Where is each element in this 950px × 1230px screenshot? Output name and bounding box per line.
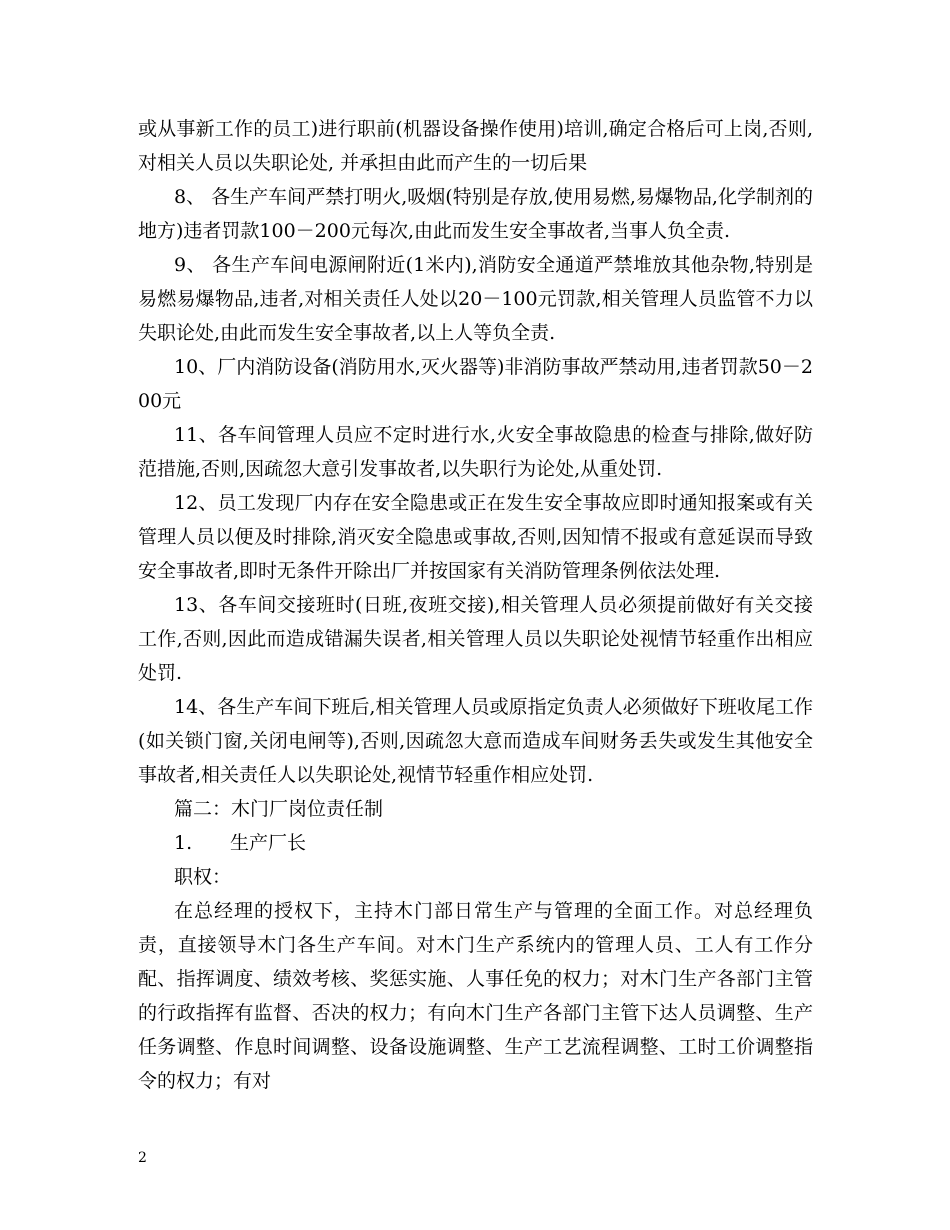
page-number: 2 [138, 1150, 147, 1166]
document-body [138, 112, 813, 1098]
paragraph-rule-11: 11、各车间管理人员应不定时进行水,火安全事故隐患的检查与排除,做好防范措施,否则,因疏忽大意引发事故者,以失职行为论处,从重处罚. [138, 424, 813, 480]
paragraph-continuation: 或从事新工作的员工)进行职前(机器设备操作使用)培训,确定合格后可上岗,否则,对相关人员以失职论处, 并承担由此而产生的一切后果 [138, 118, 813, 174]
powers-paragraph: 在总经理的授权下，主持木门部日常生产与管理的全面工作。对总经理负责，直接领导木门各生产车间。对木门生产系统内的管理人员、工人有工作分配、指挥调度、绩效考核、奖惩实施、人事任免的权力；对木门生产各部门主管的行政指挥有监督、否决的权力；有向木门生产各部门主管下达人员调整、生产任务调整、作息时间调整、设备设施调整、生产工艺流程调整、工时工价调整指令的权力；有对 [138, 900, 813, 1092]
paragraph-rule-13: 13、各车间交接班时(日班,夜班交接),相关管理人员必须提前做好有关交接工作,否则,因此而造成错漏失误者,相关管理人员以失职论处视情节轻重作出相应处罚. [138, 594, 813, 684]
section-title: 篇二：木门厂岗位责任制 [174, 798, 384, 820]
numbered-item-1 [138, 826, 813, 860]
item-label: 生产厂长 [230, 832, 307, 854]
item-number: 1. [174, 832, 193, 854]
paragraph-rule-14: 14、各生产车间下班后,相关管理人员或原指定负责人必须做好下班收尾工作(如关锁门窗,关闭电闸等),否则,因疏忽大意而造成车间财务丢失或发生其他安全事故者,相关责任人以失职论处,视情节轻重作相应处罚. [138, 696, 813, 786]
paragraph-rule-10: 10、厂内消防设备(消防用水,灭火器等)非消防事故严禁动用,违者罚款50－200元 [138, 356, 813, 412]
paragraph-rule-9: 9、 各生产车间电源闸附近(1米内),消防安全通道严禁堆放其他杂物,特别是易燃易爆物品,违者,对相关责任人处以20－100元罚款,相关管理人员监管不力以失职论处,由此而发生安全事故者,以上人等负全责. [138, 254, 813, 344]
paragraph-rule-8: 8、 各生产车间严禁打明火,吸烟(特别是存放,使用易燃,易爆物品,化学制剂的地方)违者罚款100－200元每次,由此而发生安全事故者,当事人负全责. [138, 186, 813, 242]
paragraph-rule-12: 12、员工发现厂内存在安全隐患或正在发生安全事故应即时通知报案或有关管理人员以便及时排除,消灭安全隐患或事故,否则,因知情不报或有意延误而导致安全事故者,即时无条件开除出厂并按国家有关消防管理条例依法处理. [138, 492, 813, 582]
powers-label: 职权： [174, 866, 232, 888]
